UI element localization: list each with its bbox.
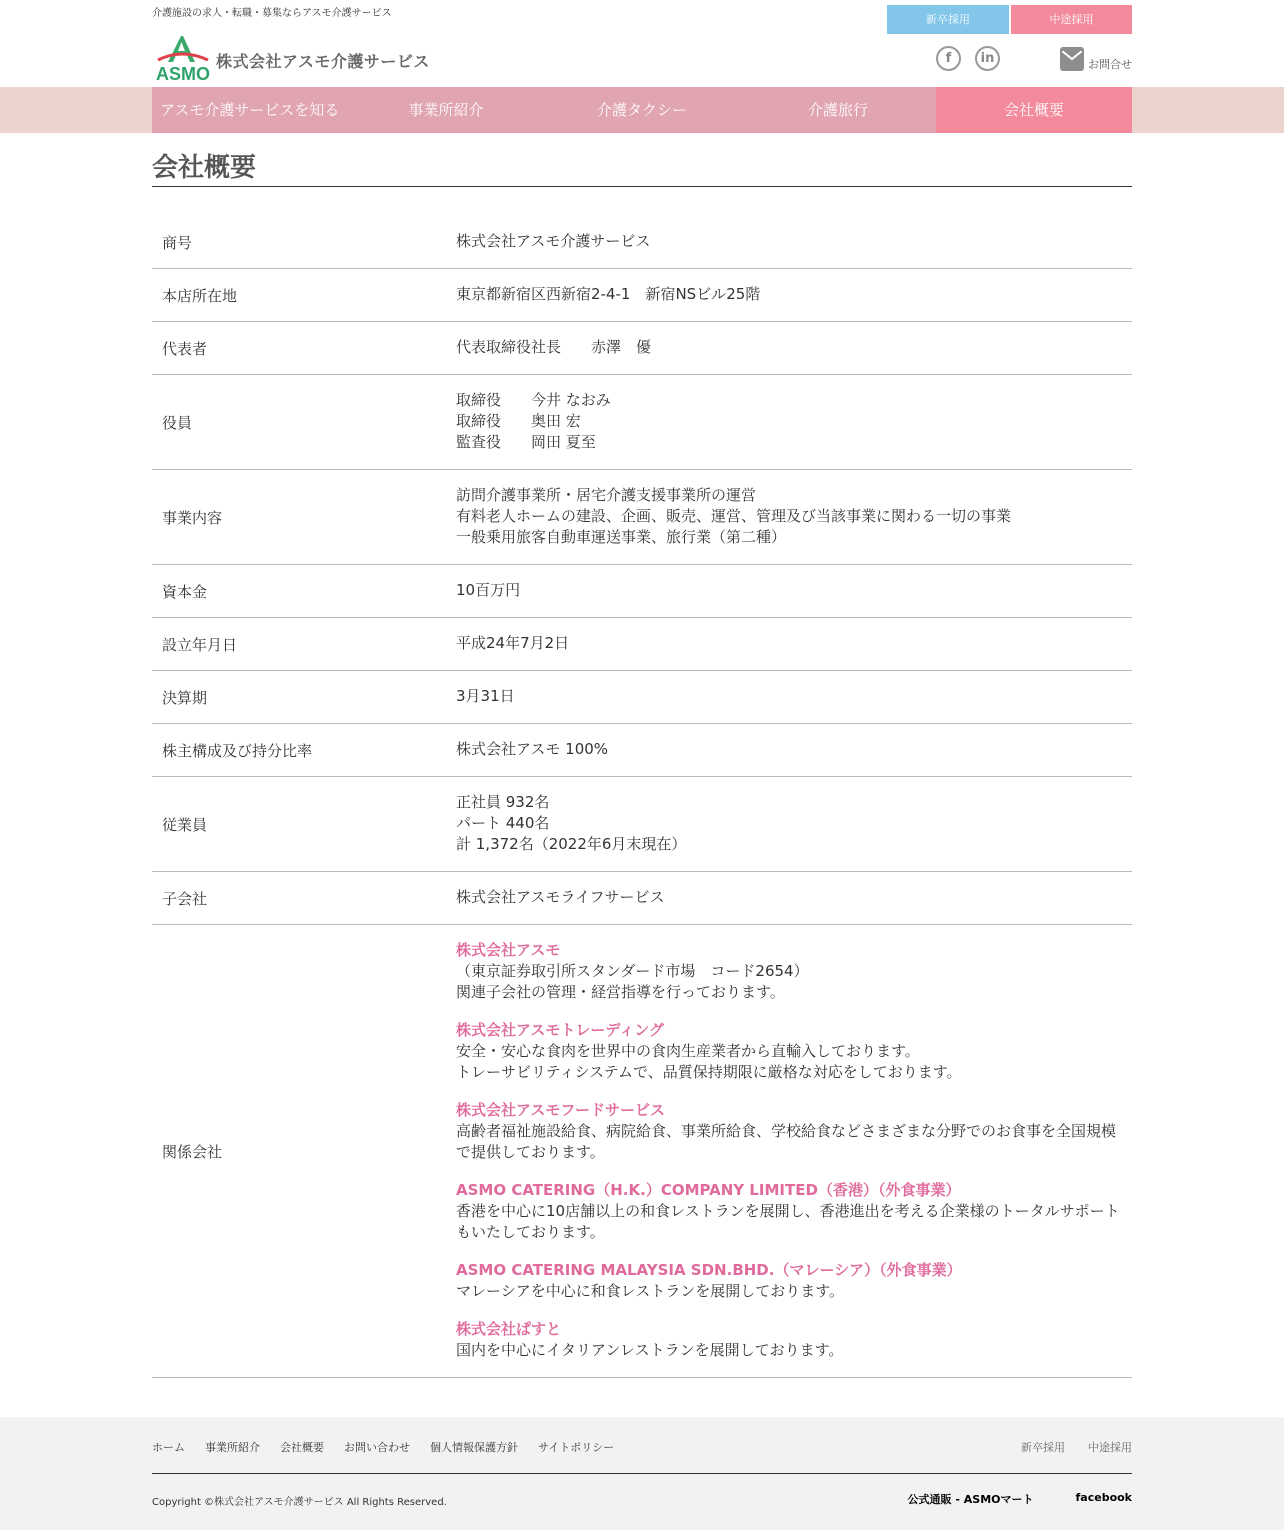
info-value-line: 平成24年7月2日 xyxy=(456,634,570,652)
footer-divider xyxy=(152,1473,1132,1474)
info-row-value xyxy=(446,777,1132,871)
info-row-value xyxy=(446,925,1132,1377)
info-value-line: 3月31日 xyxy=(456,687,515,705)
info-row-value xyxy=(446,322,1132,374)
related-company-name[interactable]: ASMO CATERING（H.K.）COMPANY LIMITED（香港）（外食事業） xyxy=(456,1181,961,1199)
info-row-value xyxy=(446,565,1132,617)
info-row xyxy=(152,618,1132,671)
nav-item-offices[interactable]: 事業所紹介 xyxy=(408,101,484,119)
info-row xyxy=(152,777,1132,872)
info-row-label: 株主構成及び持分比率 xyxy=(162,741,313,760)
info-row-value xyxy=(446,216,1132,268)
footer-link-asmo-mart[interactable]: 公式通販 - ASMOマート xyxy=(907,1493,1034,1506)
info-row xyxy=(152,565,1132,618)
info-value-line: 有料老人ホームの建設、企画、販売、運営、管理及び当該事業に関わる一切の事業 xyxy=(456,507,1012,525)
global-nav xyxy=(152,87,1132,133)
asmo-logo-icon xyxy=(152,34,214,82)
mail-icon xyxy=(1060,47,1084,71)
info-row-label: 子会社 xyxy=(162,889,208,908)
site-logo[interactable] xyxy=(152,34,430,82)
info-row-label: 代表者 xyxy=(162,339,208,358)
info-value-line: 監査役 岡田 夏至 xyxy=(456,433,596,451)
site-tagline: 介護施設の求人・転職・募集ならアスモ介護サービス xyxy=(152,8,392,19)
info-row-label: 商号 xyxy=(162,233,193,252)
info-row-label: 設立年月日 xyxy=(162,635,238,654)
info-row-label: 役員 xyxy=(162,413,193,432)
info-row-value xyxy=(446,470,1132,564)
related-company-name[interactable]: 株式会社ぱすと xyxy=(456,1320,562,1338)
info-value-line: 株式会社アスモライフサービス xyxy=(456,888,665,906)
related-company xyxy=(456,940,1122,1003)
site-footer xyxy=(0,1417,1284,1530)
info-value-line: 一般乗用旅客自動車運送事業、旅行業（第二種） xyxy=(456,528,787,546)
info-value-line: 代表取締役社長 赤澤 優 xyxy=(456,338,652,356)
related-company-description: もいたしております。 xyxy=(456,1223,605,1241)
contact-link[interactable] xyxy=(1060,47,1132,71)
info-row-label: 資本金 xyxy=(162,582,208,601)
info-value-line: パート 440名 xyxy=(456,814,550,832)
info-row-value xyxy=(446,671,1132,723)
copyright: Copyright ©株式会社アスモ介護サービス All Rights Reserved. xyxy=(152,1497,447,1508)
related-company xyxy=(456,1020,1122,1083)
info-row xyxy=(152,216,1132,269)
main-content xyxy=(152,133,1132,1378)
new-graduate-recruit-button[interactable]: 新卒採用 xyxy=(887,5,1009,34)
info-row-label: 本店所在地 xyxy=(162,286,238,305)
footer-nav xyxy=(152,1439,614,1455)
info-value-line: 取締役 今井 なおみ xyxy=(456,391,611,409)
info-value-line: 計 1,372名（2022年6月末現在） xyxy=(456,835,687,853)
info-row xyxy=(152,322,1132,375)
info-row-value xyxy=(446,724,1132,776)
info-value-line: 取締役 奥田 宏 xyxy=(456,412,581,430)
global-nav-band xyxy=(0,87,1284,133)
footer-link-contact[interactable]: お問い合わせ xyxy=(344,1441,410,1454)
related-companies-row xyxy=(152,925,1132,1378)
social-links xyxy=(936,46,1000,71)
related-company-name[interactable]: 株式会社アスモ xyxy=(456,941,561,959)
related-company-description: （東京証券取引所スタンダード市場 コード2654） xyxy=(456,962,809,980)
site-header xyxy=(152,0,1132,87)
info-row xyxy=(152,269,1132,322)
footer-link-facebook[interactable]: facebook xyxy=(1075,1491,1132,1504)
related-company-name[interactable]: 株式会社アスモフードサービス xyxy=(456,1101,665,1119)
related-company-description: トレーサビリティシステムで、品質保持期限に厳格な対応をしております。 xyxy=(456,1063,962,1081)
related-company xyxy=(456,1319,1122,1361)
related-company-description: で提供しております。 xyxy=(456,1143,605,1161)
info-row-value xyxy=(446,269,1132,321)
info-row-label: 従業員 xyxy=(162,815,208,834)
logo-mark-text: ASMO xyxy=(156,64,210,82)
related-company-description: 安全・安心な食肉を世界中の食肉生産業者から直輸入しております。 xyxy=(456,1042,920,1060)
footer-recruit-links xyxy=(1021,1439,1132,1455)
info-row xyxy=(152,470,1132,565)
related-company-name[interactable]: 株式会社アスモトレーディング xyxy=(456,1021,664,1039)
info-value-line: 正社員 932名 xyxy=(456,793,550,811)
related-company xyxy=(456,1260,1122,1302)
nav-item-care-taxi[interactable]: 介護タクシー xyxy=(596,101,687,119)
related-company-description: 高齢者福祉施設給食、病院給食、事業所給食、学校給食などさまざまな分野でのお食事を全国規模 xyxy=(456,1122,1117,1140)
footer-link-new-graduate[interactable]: 新卒採用 xyxy=(1021,1441,1065,1454)
related-company-description: 国内を中心にイタリアンレストランを展開しております。 xyxy=(456,1341,844,1359)
related-company-description: 香港を中心に10店舗以上の和食レストランを展開し、香港進出を考える企業様のトータルサポート xyxy=(456,1202,1120,1220)
info-row-label: 決算期 xyxy=(162,688,208,707)
info-value-line: 訪問介護事業所・居宅介護支援事業所の運営 xyxy=(456,486,757,504)
related-company-description: 関連子会社の管理・経営指導を行っております。 xyxy=(456,983,785,1001)
info-row xyxy=(152,724,1132,777)
footer-link-privacy[interactable]: 個人情報保護方針 xyxy=(430,1441,518,1454)
nav-item-about[interactable]: アスモ介護サービスを知る xyxy=(160,101,340,119)
footer-link-offices[interactable]: 事業所紹介 xyxy=(205,1441,260,1454)
nav-item-company-overview[interactable]: 会社概要 xyxy=(936,87,1132,133)
info-row xyxy=(152,872,1132,925)
related-company-name[interactable]: ASMO CATERING MALAYSIA SDN.BHD.（マレーシア）（外食事業） xyxy=(456,1261,962,1279)
related-company-description: マレーシアを中心に和食レストランを展開しております。 xyxy=(456,1282,845,1300)
footer-link-site-policy[interactable]: サイトポリシー xyxy=(538,1441,615,1454)
footer-link-company[interactable]: 会社概要 xyxy=(280,1441,324,1454)
facebook-icon[interactable]: f xyxy=(936,46,961,71)
info-value-line: 東京都新宿区西新宿2-4-1 新宿NSビル25階 xyxy=(456,285,761,303)
page-title: 会社概要 xyxy=(152,133,1132,187)
contact-label: お問合せ xyxy=(1088,58,1132,71)
info-value-line: 株式会社アスモ介護サービス xyxy=(456,232,651,250)
company-info-table xyxy=(152,216,1132,1378)
mid-career-recruit-button[interactable]: 中途採用 xyxy=(1011,5,1132,34)
info-row xyxy=(152,375,1132,470)
info-value-line: 10百万円 xyxy=(456,581,521,599)
info-row-value xyxy=(446,618,1132,670)
recruit-links xyxy=(887,5,1132,34)
nav-item-care-travel[interactable]: 介護旅行 xyxy=(807,101,868,119)
linkedin-icon[interactable]: in xyxy=(975,46,1000,71)
related-company xyxy=(456,1180,1122,1243)
related-company xyxy=(456,1100,1122,1163)
footer-link-home[interactable]: ホーム xyxy=(152,1441,185,1454)
footer-link-mid-career[interactable]: 中途採用 xyxy=(1088,1441,1132,1454)
info-row-value xyxy=(446,872,1132,924)
info-row-label: 関係会社 xyxy=(162,1142,223,1161)
logo-company-name: 株式会社アスモ介護サービス xyxy=(216,52,430,71)
info-row xyxy=(152,671,1132,724)
info-row-label: 事業内容 xyxy=(162,508,223,527)
info-value-line: 株式会社アスモ 100% xyxy=(456,740,609,758)
footer-external-links xyxy=(908,1491,1132,1507)
info-row-value xyxy=(446,375,1132,469)
